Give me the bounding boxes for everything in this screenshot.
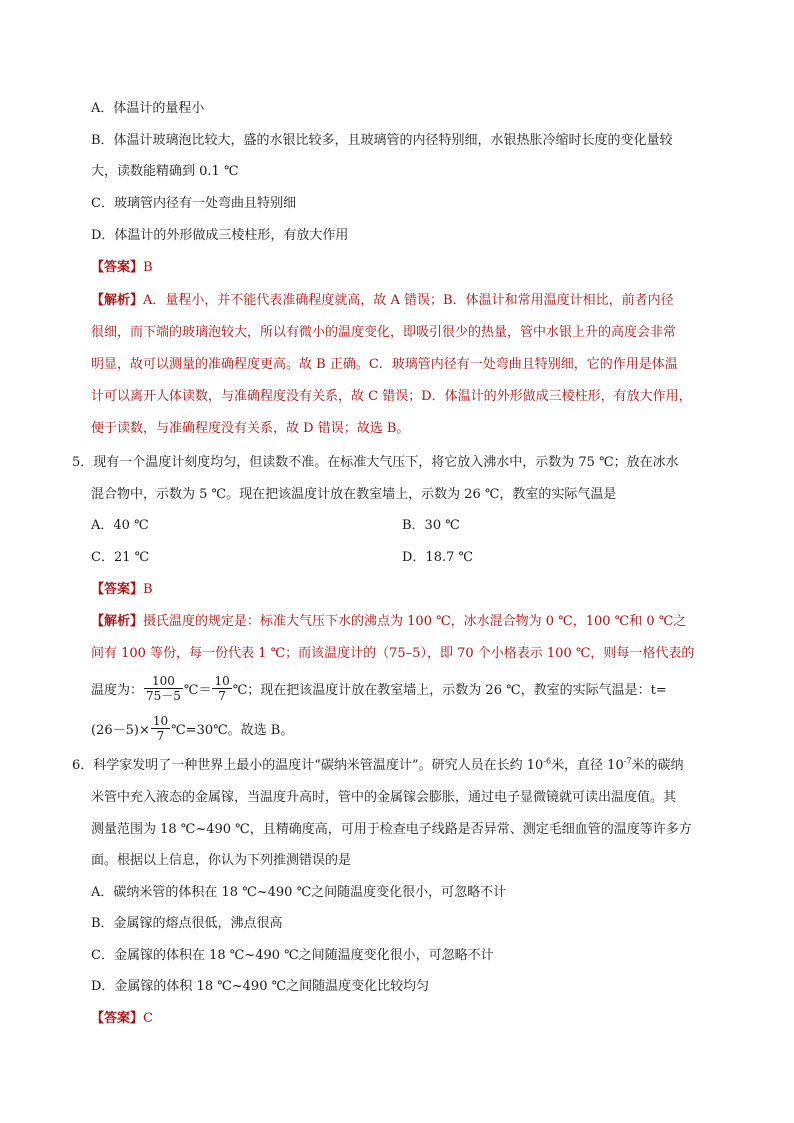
q6-option-d: D．金属镓的体积 18 ℃~490 ℃之间随温度变化比较均匀 — [91, 979, 430, 994]
answer-value: C — [143, 1011, 153, 1026]
fraction-numerator: 100 — [144, 674, 183, 689]
fraction-10-over-7 — [212, 674, 231, 703]
q5-analysis-line3 — [91, 668, 667, 708]
q4-answer — [91, 258, 153, 278]
q5-analysis-line2: 间有 100 等份，每一份代表 1 ℃；而该温度计的（75–5），即 70 个小格表示 100 ℃，则每一格代表的 — [91, 646, 695, 661]
fraction-10-over-7 — [151, 714, 170, 743]
fraction-denominator: 7 — [156, 728, 165, 743]
q6-option-a: A．碳纳米管的体积在 18 ℃~490 ℃之间随温度变化很小，可忽略不计 — [91, 885, 507, 900]
exponent: -7 — [623, 756, 632, 766]
fraction-numerator: 10 — [152, 713, 169, 728]
q5-stem-line1: 5．现有一个温度计刻度均匀，但读数不准。在标准大气压下，将它放入沸水中，示数为 75 ℃；放在冰水 — [72, 455, 679, 470]
q4-analysis-line5: 便于读数，与准确程度没有关系，故 D 错误；故选 B。 — [91, 421, 410, 436]
q6-option-c: C．金属镓的体积在 18 ℃~490 ℃之间随温度变化很小，可忽略不计 — [91, 948, 494, 963]
q4-option-d: D．体温计的外形做成三棱柱形，有放大作用 — [91, 228, 349, 243]
answer-tag: 【答案】 — [91, 1011, 144, 1026]
q5-option-b: B．30 ℃ — [402, 518, 460, 533]
q4-option-c: C．玻璃管内径有一处弯曲且特别细 — [91, 196, 296, 211]
analysis-tag: 【解析】 — [91, 293, 144, 308]
analysis-text: A．量程小，并不能代表准确程度就高，故 A 错误；B．体温计和常用温度计相比，前者内径 — [143, 293, 674, 308]
q6-stem-line4: 面。根据以上信息，你认为下列推测错误的是 — [91, 853, 352, 868]
q4-analysis-line3: 明显，故可以测量的准确程度更高。故 B 正确。C．玻璃管内径有一处弯曲且特别细，它的作用是体温 — [91, 357, 678, 372]
fraction-denominator: 75－5 — [146, 688, 181, 703]
q4-option-b-line1: B．体温计玻璃泡比较大，盛的水银比较多，且玻璃管的内径特别细，水银热胀冷缩时长度的变化量较 — [91, 133, 673, 148]
stem-text: 米，直径 10 — [551, 758, 624, 773]
q5-option-c: C．21 ℃ — [91, 550, 150, 565]
q6-stem-line1 — [72, 756, 684, 776]
q6-stem-line2: 米管中充入液态的金属镓，当温度升高时，管中的金属镓会膨胀，通过电子显微镜就可读出温度值。其 — [91, 790, 677, 805]
answer-tag: 【答案】 — [91, 582, 144, 597]
answer-tag: 【答案】 — [91, 260, 144, 275]
q5-stem-line2: 混合物中，示数为 5 ℃。现在把该温度计放在教室墙上，示数为 26 ℃，教室的实际气温是 — [91, 487, 617, 502]
q6-answer — [91, 1009, 153, 1029]
q5-analysis-line4 — [91, 708, 293, 748]
q6-option-b: B．金属镓的熔点很低，沸点很高 — [91, 916, 283, 931]
q4-analysis-line1 — [91, 291, 674, 311]
q4-analysis-line2: 很细，而下端的玻璃泡较大，所以有微小的温度变化，即吸引很少的热量，管中水银上升的高度会非常 — [91, 325, 677, 340]
q5-answer — [91, 580, 153, 600]
exponent: -6 — [543, 756, 552, 766]
analysis-text: 温度为： — [91, 682, 144, 698]
fraction-numerator: 10 — [214, 673, 230, 688]
equation-text: ℃＝ — [183, 682, 212, 698]
q5-analysis-line1 — [91, 612, 686, 632]
q6-stem-line3: 测量范围为 18 ℃~490 ℃，且精确度高，可用于检查电子线路是否异常、测定毛细血管的温度等许多方 — [91, 822, 692, 837]
q5-option-d: D．18.7 ℃ — [402, 550, 474, 565]
stem-text: 米的碳纳 — [631, 758, 684, 773]
analysis-text: ℃=30℃。故选 B。 — [171, 722, 294, 738]
analysis-tag: 【解析】 — [91, 614, 144, 629]
analysis-text: ℃；现在把该温度计放在教室墙上，示数为 26 ℃，教室的实际气温是：t= — [232, 682, 667, 698]
stem-text: 6．科学家发明了一种世界上最小的温度计“碳纳米管温度计”。研究人员在长约 10 — [72, 758, 544, 773]
q4-option-b-line2: 大，读数能精确到 0.1 ℃ — [91, 164, 239, 179]
analysis-text: 摄氏温度的规定是：标准大气压下水的沸点为 100 ℃，冰水混合物为 0 ℃，100 ℃和 0 ℃之 — [143, 614, 687, 629]
q5-option-a: A．40 ℃ — [91, 518, 149, 533]
q4-option-a: A．体温计的量程小 — [91, 101, 205, 116]
answer-value: B — [143, 582, 153, 597]
fraction-denominator: 7 — [218, 688, 226, 703]
answer-value: B — [143, 260, 153, 275]
q4-analysis-line4: 计可以离开人体读数，与准确程度没有关系，故 C 错误；D．体温计的外形做成三棱柱形，有放大作用， — [91, 389, 692, 404]
equation-text: (26－5)× — [91, 722, 150, 738]
fraction-100-over-70 — [144, 674, 183, 703]
